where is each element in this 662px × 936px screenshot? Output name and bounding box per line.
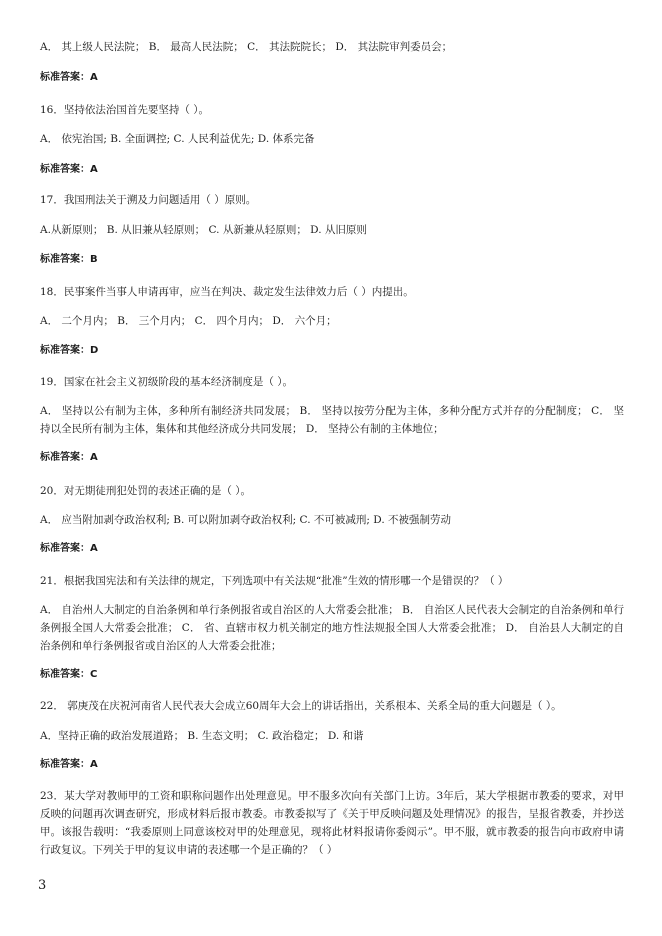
question-20-options: A． 应当附加剥夺政治权利; B. 可以附加剥夺政治权利; C. 不可被减刑; D. 不被强制劳动 [40,514,451,526]
question-16-answer: 标准答案：A [40,164,98,175]
question-22-text: 22． 郭庚茂在庆祝河南省人民代表大会成立60周年大会上的讲话指出，关系根本、关系全局的重大问题是（ ）。 [40,700,562,712]
question-19-answer: 标准答案：A [40,452,98,463]
question-20-answer: 标准答案：A [40,543,98,554]
question-22-answer: 标准答案：A [40,759,98,770]
question-18-answer: 标准答案：D [40,345,99,356]
question-21-text: 21．根据我国宪法和有关法律的规定，下列选项中有关法规“批准”生效的情形哪一个是错误的？（ ） [40,575,509,587]
question-17-text: 17．我国刑法关于溯及力问题适用（ ）原则。 [40,194,257,206]
question-22-options: A．坚持正确的政治发展道路； B. 生态文明； C. 政治稳定； D. 和谐 [40,730,364,742]
question-17-answer: 标准答案：B [40,254,98,265]
question-18-text: 18．民事案件当事人申请再审，应当在判决、裁定发生法律效力后（ ）内提出。 [40,286,414,298]
page-number: 3 [38,878,47,893]
question-15-answer: 标准答案：A [40,72,98,83]
question-18-options: A． 二个月内； B． 三个月内； C． 四个月内； D． 六个月； [40,315,337,327]
question-16-options: A． 依宪治国; B. 全面调控; C. 人民利益优先; D. 体系完备 [40,133,315,145]
question-17-options: A.从新原则； B. 从旧兼从轻原则； C. 从新兼从轻原则； D. 从旧原则 [40,224,367,236]
question-15-block [40,38,624,56]
question-21-options: A． 自治州人大制定的自治条例和单行条例报省或自治区的人大常委会批准； B． 自治区人民代表大会制定的自治条例和单行条例报全国人大常委会批准； C． 省、直辖市权力机关制定的地方性法规报全国人大常委会批准； D． 自治县人大制定的自治条例和单行条例报省或自治区的人大常委会批准； [40,604,624,652]
question-19-options: A． 坚持以公有制为主体，多种所有制经济共同发展； B． 坚持以按劳分配为主体，多种分配方式并存的分配制度； C． 坚持以全民所有制为主体，集体和其他经济成分共同发展； D． 坚持公有制的主体地位； [40,405,624,435]
question-23-text: 23．某大学对教师甲的工资和职称问题作出处理意见。甲不服多次向有关部门上访。3年后，某大学根据市教委的要求，对甲反映的问题再次调查研究，形成材料后报市教委。市教委拟写了《关于甲反映问题及处理情况》的报告，呈报省教委，并抄送甲。该报告载明：“我委原则上同意该校对甲的处理意见，现将此材料报请你委阅示”。甲不服，就市教委的报告向市政府申请行政复议。下列关于甲的复议申请的表述哪一个是正确的？（ ） [40,790,624,856]
question-21-answer: 标准答案：C [40,669,98,680]
question-16-text: 16．坚持依法治国首先要坚持（ ）。 [40,104,209,116]
question-15-options: A． 其上级人民法院； B． 最高人民法院； C． 其法院院长； D． 其法院审判委员会； [40,41,453,53]
question-19-text: 19．国家在社会主义初级阶段的基本经济制度是（ ）。 [40,376,293,388]
question-20-text: 20．对无期徒刑犯处罚的表述正确的是（ ）。 [40,485,251,497]
